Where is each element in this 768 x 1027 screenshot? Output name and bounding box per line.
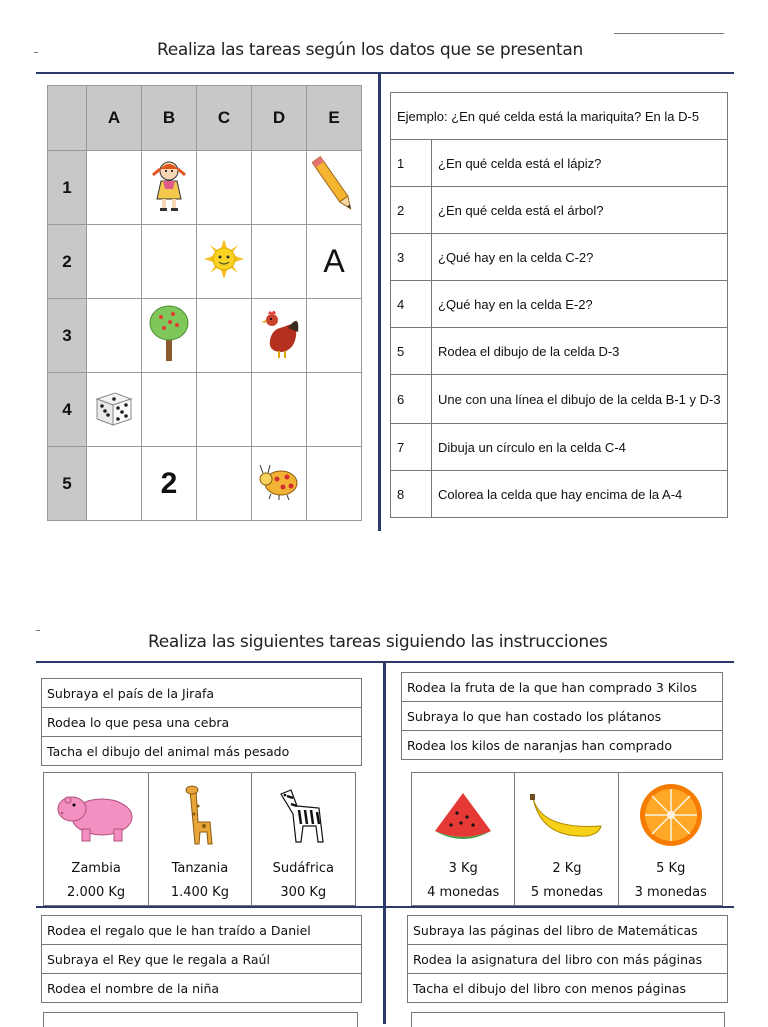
animal-tasks (41, 678, 362, 766)
animal-weight: 2.000 Kg (67, 885, 126, 900)
question-text: ¿Qué hay en la celda E-2? (432, 281, 728, 328)
row-header-5: 5 (48, 447, 87, 521)
cell-e5[interactable] (307, 447, 362, 521)
col-header-b: B (142, 86, 197, 151)
section1-title: Realiza las tareas según los datos que se presentan (157, 40, 583, 60)
cell-c3[interactable] (197, 299, 252, 373)
question-example: Ejemplo: ¿En qué celda está la mariquita? En la D-5 (391, 93, 728, 140)
hippo-icon (54, 787, 138, 843)
orange-icon (638, 782, 704, 848)
cell-e1[interactable] (307, 151, 362, 225)
task-item: Subraya el país de la Jirafa (42, 679, 362, 708)
cell-b3[interactable] (142, 299, 197, 373)
animal-weight: 300 Kg (280, 885, 327, 900)
animal-country: Sudáfrica (272, 861, 334, 876)
animal-country: Zambia (71, 861, 121, 876)
cell-e4[interactable] (307, 373, 362, 447)
cell-b2[interactable] (142, 225, 197, 299)
fruit-price: 5 monedas (530, 885, 604, 900)
question-number: 7 (391, 424, 432, 471)
cell-d2[interactable] (252, 225, 307, 299)
cell-e3[interactable] (307, 299, 362, 373)
cell-b4[interactable] (142, 373, 197, 447)
task-item: Rodea la fruta de la que han comprado 3 Kilos (402, 673, 723, 702)
cell-a4[interactable] (87, 373, 142, 447)
zebra-icon (273, 784, 333, 846)
question-text: Colorea la celda que hay encima de la A-4 (432, 471, 728, 518)
fruit-tasks (401, 672, 723, 760)
ladybug-icon (257, 461, 301, 501)
task-item: Rodea la asignatura del libro con más páginas (408, 945, 728, 974)
question-text: Une con una línea el dibujo de la celda B-1 y D-3 (432, 375, 728, 424)
question-text: Rodea el dibujo de la celda D-3 (432, 328, 728, 375)
pencil-icon (312, 152, 356, 218)
cell-d5[interactable] (252, 447, 307, 521)
fruit-kg: 5 Kg (656, 861, 686, 876)
section2-title: Realiza las siguientes tareas siguiendo las instrucciones (148, 632, 608, 652)
animals-panel (43, 772, 356, 906)
question-number: 5 (391, 328, 432, 375)
dice-icon (93, 387, 135, 427)
cell-c2[interactable] (197, 225, 252, 299)
fruits-panel (411, 772, 723, 906)
question-text: ¿Qué hay en la celda C-2? (432, 234, 728, 281)
row-header-4: 4 (48, 373, 87, 447)
tree-icon (147, 303, 191, 363)
task-item: Rodea lo que pesa una cebra (42, 708, 362, 737)
section1-rule (36, 72, 734, 74)
giraffe-icon (180, 782, 220, 848)
section2-rule-lower (36, 906, 734, 908)
sun-icon (204, 239, 244, 279)
watermelon-icon (431, 787, 495, 843)
margin-mark (34, 52, 38, 53)
question-number: 4 (391, 281, 432, 328)
gift-tasks (41, 915, 362, 1003)
section2-divider (383, 662, 386, 1024)
margin-mark (36, 630, 40, 631)
cell-d3[interactable] (252, 299, 307, 373)
question-number: 1 (391, 140, 432, 187)
col-header-d: D (252, 86, 307, 151)
question-number: 6 (391, 375, 432, 424)
cell-a1[interactable] (87, 151, 142, 225)
books-panel (411, 1012, 725, 1027)
animal-card-hippo[interactable] (44, 773, 149, 906)
fruit-kg: 2 Kg (552, 861, 582, 876)
col-header-e: E (307, 86, 362, 151)
question-number: 3 (391, 234, 432, 281)
cell-a3[interactable] (87, 299, 142, 373)
row-header-2: 2 (48, 225, 87, 299)
cell-d1[interactable] (252, 151, 307, 225)
fruit-kg: 3 Kg (448, 861, 478, 876)
questions-table (390, 92, 728, 518)
task-item: Rodea el regalo que le han traído a Daniel (42, 916, 362, 945)
cell-e2-letter[interactable]: A (307, 225, 362, 299)
cell-c4[interactable] (197, 373, 252, 447)
girl-icon (149, 157, 189, 213)
coordinate-grid (47, 85, 362, 521)
fruit-price: 3 monedas (634, 885, 707, 900)
col-header-a: A (87, 86, 142, 151)
banana-icon (527, 790, 607, 840)
row-header-1: 1 (48, 151, 87, 225)
col-header-c: C (197, 86, 252, 151)
gifts-panel (43, 1012, 358, 1027)
task-item: Subraya lo que han costado los plátanos (402, 702, 723, 731)
question-text: ¿En qué celda está el lápiz? (432, 140, 728, 187)
question-number: 8 (391, 471, 432, 518)
task-item: Tacha el dibujo del animal más pesado (42, 737, 362, 766)
task-item: Rodea los kilos de naranjas han comprado (402, 731, 723, 760)
cell-a5[interactable] (87, 447, 142, 521)
animal-country: Tanzania (171, 861, 229, 876)
fruit-card-watermelon[interactable] (412, 773, 515, 906)
task-item: Subraya las páginas del libro de Matemáticas (408, 916, 728, 945)
row-header-3: 3 (48, 299, 87, 373)
animal-card-giraffe[interactable] (149, 773, 251, 906)
fruit-price: 4 monedas (427, 885, 500, 900)
task-item: Rodea el nombre de la niña (42, 974, 362, 1003)
question-number: 2 (391, 187, 432, 234)
cell-b1[interactable] (142, 151, 197, 225)
fruit-card-orange[interactable] (619, 773, 723, 906)
cell-a2[interactable] (87, 225, 142, 299)
cell-b5-number[interactable]: 2 (142, 447, 197, 521)
fruit-card-banana[interactable] (515, 773, 619, 906)
task-item: Tacha el dibujo del libro con menos páginas (408, 974, 728, 1003)
question-text: ¿En qué celda está el árbol? (432, 187, 728, 234)
grid-corner (48, 86, 87, 151)
cell-d4[interactable] (252, 373, 307, 447)
cell-c1[interactable] (197, 151, 252, 225)
cell-c5[interactable] (197, 447, 252, 521)
section1-divider (378, 73, 381, 531)
animal-weight: 1.400 Kg (170, 885, 229, 900)
rooster-icon (258, 306, 300, 360)
margin-mark (614, 33, 724, 34)
question-text: Dibuja un círculo en la celda C-4 (432, 424, 728, 471)
animal-card-zebra[interactable] (251, 773, 355, 906)
book-tasks (407, 915, 728, 1003)
task-item: Subraya el Rey que le regala a Raúl (42, 945, 362, 974)
